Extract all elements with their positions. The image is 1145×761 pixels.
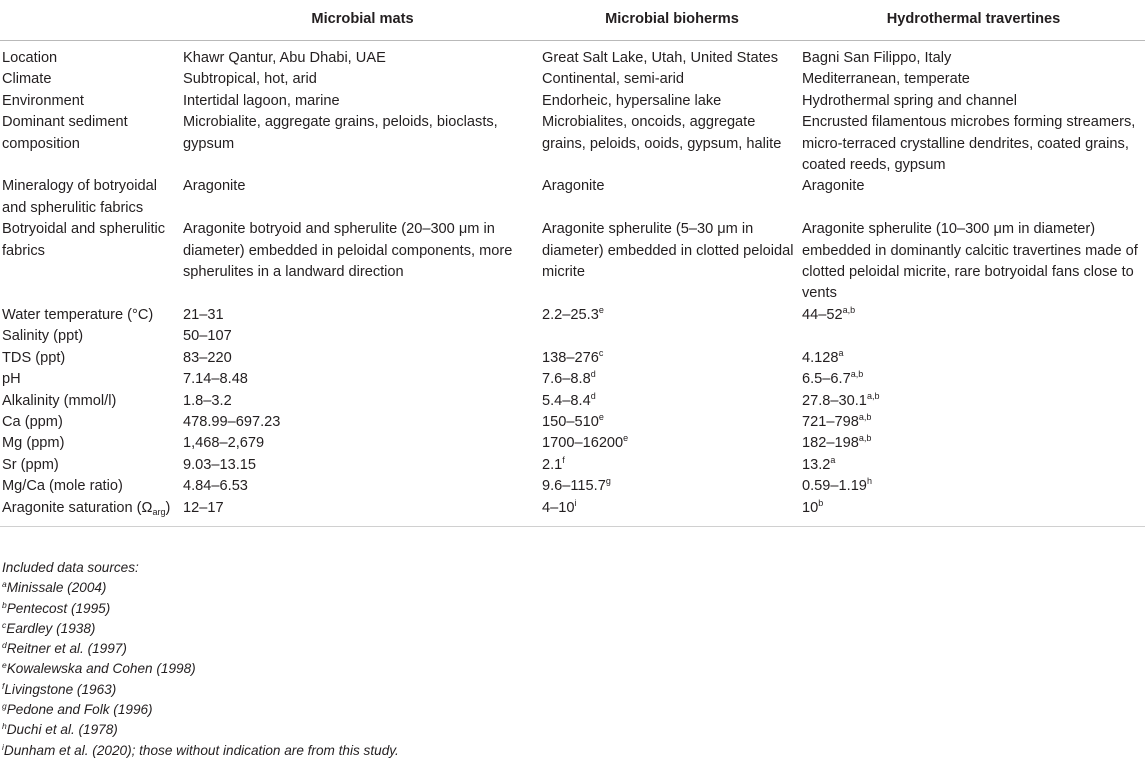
source-marker: b — [818, 497, 824, 508]
cell-mats: Subtropical, hot, arid — [183, 71, 317, 88]
row-label: Environment — [2, 92, 84, 109]
cell-travertines — [802, 476, 1145, 497]
row-label: Botryoidal and spherulitic fabrics — [2, 221, 166, 259]
footnote-item — [2, 720, 399, 740]
cell-travertines: Bagni San Filippo, Italy — [802, 50, 952, 66]
table-row — [0, 369, 1145, 390]
source-marker: e — [598, 411, 604, 422]
footnote-text: Duchi et al. (1978) — [6, 722, 118, 738]
row-label: Sr (ppm) — [2, 456, 59, 473]
table-row — [0, 69, 1145, 90]
footnote-text: Eardley (1938) — [6, 620, 96, 636]
footnote-item — [2, 619, 399, 639]
cell-mats: Khawr Qantur, Abu Dhabi, UAE — [183, 50, 386, 66]
table-row — [0, 219, 1145, 305]
footnote-text: Kowalewska and Cohen (1998) — [6, 661, 196, 677]
cell-value: 182–198 — [802, 435, 859, 452]
cell-value: 4.128 — [802, 349, 839, 366]
row-label: Mg (ppm) — [2, 435, 65, 452]
row-label: Ca (ppm) — [2, 413, 63, 430]
row-label: Alkalinity (mmol/l) — [2, 392, 117, 409]
cell-mats: 9.03–13.15 — [183, 456, 257, 473]
header-hydrothermal-travertines: Hydrothermal travertines — [802, 0, 1145, 41]
footnote-item — [2, 599, 399, 619]
cell-bioherms — [542, 433, 802, 454]
cell-value: 150–510 — [542, 413, 599, 430]
cell-value: 138–276 — [542, 349, 599, 366]
row-label: Climate — [2, 71, 52, 88]
cell-travertines — [802, 412, 1145, 433]
cell-bioherms — [542, 369, 802, 390]
source-marker: a,b — [842, 304, 856, 315]
cell-bioherms: Great Salt Lake, Utah, United States — [542, 50, 779, 66]
row-label: Salinity (ppt) — [2, 328, 84, 345]
cell-travertines — [802, 326, 1145, 347]
cell-value: 44–52 — [802, 306, 843, 323]
table-row — [0, 176, 1145, 219]
cell-mats: 478.99–697.23 — [183, 413, 281, 430]
cell-value: 0.59–1.19 — [802, 478, 867, 495]
cell-value: 5.4–8.4 — [542, 392, 591, 409]
cell-bioherms — [542, 305, 802, 326]
table-row — [0, 433, 1145, 454]
cell-travertines: Mediterranean, temperate — [802, 71, 970, 88]
cell-travertines — [802, 369, 1145, 390]
cell-travertines: Aragonite spherulite (10–300 μm in diameter) embedded in dominantly calcitic travertines made of clotted peloidal micrite, rare botryoidal fans close to vents — [802, 221, 1138, 302]
footnotes-heading: Included data sources: — [2, 560, 139, 575]
table-row — [0, 112, 1145, 176]
cell-travertines — [802, 348, 1145, 369]
row-label: Mineralogy of botryoidal and spherulitic fabrics — [2, 178, 157, 216]
cell-value: 721–798 — [802, 413, 859, 430]
footnote-text: Dunham et al. (2020); those without indication are from this study. — [3, 742, 399, 758]
source-marker: a — [838, 347, 844, 358]
table-row — [0, 498, 1145, 527]
cell-travertines: Encrusted filamentous microbes forming streamers, micro-terraced crystalline dendrites, coated grains, coated reeds, gypsum — [802, 114, 1136, 174]
footnote-marker: d — [2, 640, 7, 651]
row-label-subscript: arg — [152, 506, 166, 517]
cell-value: 2.1 — [542, 456, 563, 473]
cell-bioherms — [542, 412, 802, 433]
footnote-text: Reitner et al. (1997) — [6, 641, 127, 657]
source-marker: a,b — [850, 369, 864, 380]
cell-mats: 7.14–8.48 — [183, 371, 248, 388]
footnote-marker: f — [2, 680, 5, 691]
source-marker: a,b — [858, 433, 872, 444]
cell-value: 10 — [802, 499, 819, 516]
footnote-marker: c — [2, 619, 7, 630]
footnote-text: Minissale (2004) — [6, 580, 107, 596]
source-marker: c — [598, 347, 604, 358]
source-marker: i — [574, 497, 577, 508]
table-row — [0, 41, 1145, 70]
source-marker: e — [598, 304, 604, 315]
source-marker: a,b — [858, 411, 872, 422]
source-marker: f — [562, 454, 565, 465]
cell-mats: Aragonite — [183, 178, 246, 195]
footnote-text: Livingstone (1963) — [4, 681, 117, 697]
footnote-marker: i — [2, 741, 4, 752]
footnote-marker: g — [2, 701, 7, 712]
cell-mats: 1,468–2,679 — [183, 435, 265, 452]
row-label: Water temperature (°C) — [2, 306, 154, 323]
cell-value: 2.2–25.3 — [542, 306, 599, 323]
cell-travertines — [802, 391, 1145, 412]
row-label-end: ) — [165, 499, 171, 516]
footnote-item — [2, 680, 399, 700]
cell-value: 6.5–6.7 — [802, 371, 851, 388]
footnote-marker: h — [2, 721, 7, 732]
footnote-item — [2, 659, 399, 679]
cell-bioherms: Microbialites, oncoids, aggregate grains, peloids, ooids, gypsum, halite — [542, 114, 782, 152]
row-label: pH — [2, 371, 21, 388]
row-label: TDS (ppt) — [2, 349, 66, 366]
table-row — [0, 305, 1145, 326]
footnote-text: Pedone and Folk (1996) — [6, 702, 153, 718]
source-marker: d — [590, 369, 596, 380]
cell-travertines — [802, 455, 1145, 476]
cell-mats: 1.8–3.2 — [183, 392, 232, 409]
source-marker: e — [623, 433, 629, 444]
table-row — [0, 91, 1145, 112]
table-row — [0, 391, 1145, 412]
table-row — [0, 476, 1145, 497]
cell-bioherms — [542, 391, 802, 412]
cell-mats: Aragonite botryoid and spherulite (20–300 μm in diameter) embedded in peloidal components, more spherulites in a landward direction — [183, 221, 513, 281]
cell-bioherms — [542, 348, 802, 369]
row-label-text: Aragonite saturation (Ω — [2, 499, 153, 516]
footnote-item — [2, 700, 399, 720]
cell-mats: 50–107 — [183, 328, 232, 345]
cell-value: 9.6–115.7 — [542, 478, 606, 495]
row-label: Dominant sediment composition — [2, 114, 128, 152]
cell-value: 4–10 — [542, 499, 575, 516]
cell-mats: 4.84–6.53 — [183, 478, 248, 495]
cell-bioherms — [542, 326, 802, 347]
cell-bioherms — [542, 476, 802, 497]
cell-travertines: Hydrothermal spring and channel — [802, 92, 1017, 109]
cell-value: 27.8–30.1 — [802, 392, 867, 409]
source-marker: a,b — [866, 390, 880, 401]
cell-bioherms: Continental, semi-arid — [542, 71, 684, 88]
cell-bioherms — [542, 455, 802, 476]
source-marker: a — [830, 454, 836, 465]
cell-travertines: Aragonite — [802, 178, 865, 195]
header-row — [0, 0, 1145, 41]
cell-mats: 12–17 — [183, 498, 542, 527]
row-label: Location — [2, 50, 58, 66]
cell-value: 13.2 — [802, 456, 831, 473]
row-label — [0, 498, 183, 527]
cell-bioherms: Endorheic, hypersaline lake — [542, 92, 722, 109]
table-row — [0, 326, 1145, 347]
footnote-text: Pentecost (1995) — [6, 600, 111, 616]
cell-travertines — [802, 498, 1145, 527]
source-marker: d — [590, 390, 596, 401]
source-marker: g — [605, 476, 611, 487]
cell-travertines — [802, 433, 1145, 454]
table-footnotes — [2, 558, 399, 761]
footnote-item — [2, 578, 399, 598]
footnote-marker: e — [2, 660, 7, 671]
cell-mats: 21–31 — [183, 306, 224, 323]
cell-bioherms: Aragonite — [542, 178, 605, 195]
table-row — [0, 412, 1145, 433]
table-row — [0, 348, 1145, 369]
header-microbial-mats: Microbial mats — [183, 0, 542, 41]
table-row — [0, 455, 1145, 476]
cell-mats: Microbialite, aggregate grains, peloids, bioclasts, gypsum — [183, 114, 498, 152]
cell-value: 1700–16200 — [542, 435, 624, 452]
footnote-marker: b — [2, 599, 7, 610]
cell-bioherms — [542, 498, 802, 527]
footnote-marker: a — [2, 579, 7, 590]
cell-travertines — [802, 305, 1145, 326]
cell-bioherms: Aragonite spherulite (5–30 μm in diameter) embedded in clotted peloidal micrite — [542, 221, 794, 281]
cell-mats: Intertidal lagoon, marine — [183, 92, 340, 109]
source-marker: h — [866, 476, 872, 487]
row-label: Mg/Ca (mole ratio) — [2, 478, 123, 495]
header-microbial-bioherms: Microbial bioherms — [542, 0, 802, 41]
cell-value: 7.6–8.8 — [542, 371, 591, 388]
footnote-item — [2, 639, 399, 659]
header-cell-empty — [0, 0, 183, 41]
cell-mats: 83–220 — [183, 349, 232, 366]
